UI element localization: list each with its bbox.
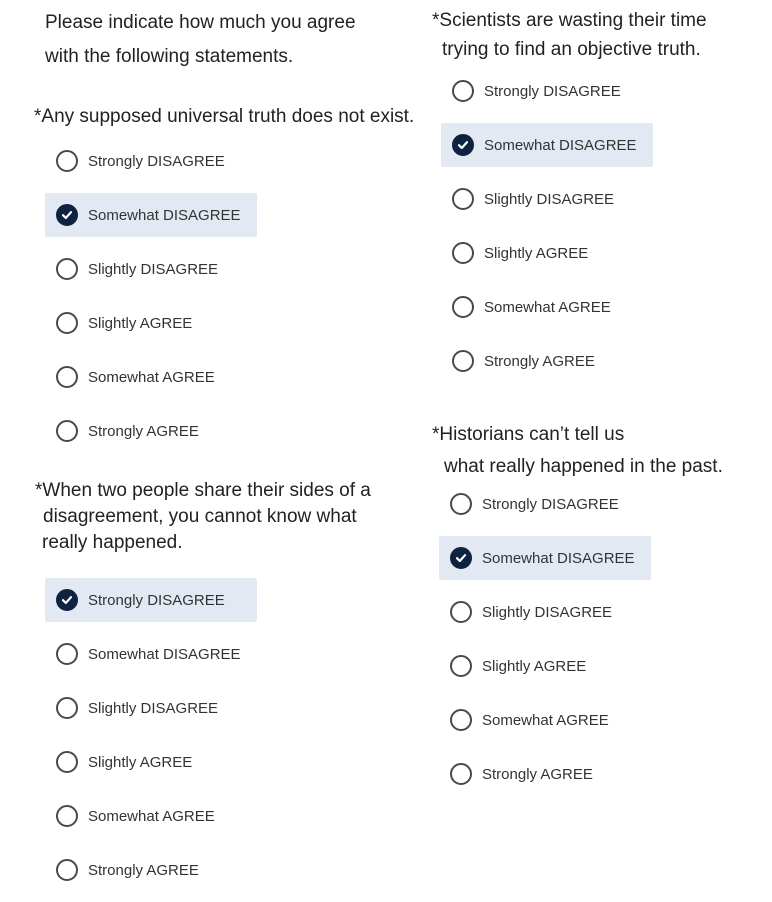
radio-button[interactable]	[450, 493, 472, 515]
question-line: When two people share their sides of a	[42, 480, 371, 501]
question-line: trying to find an objective truth.	[442, 39, 701, 60]
option-label: Somewhat DISAGREE	[88, 206, 241, 224]
question-line: what really happened in the past.	[444, 456, 723, 477]
radio-checked[interactable]	[56, 204, 78, 226]
option-strongly-disagree[interactable]	[439, 482, 651, 526]
required-asterisk: *	[432, 424, 440, 445]
option-strongly-disagree[interactable]	[45, 578, 257, 622]
option-label: Somewhat DISAGREE	[482, 549, 635, 567]
check-icon	[455, 552, 467, 564]
required-asterisk: *	[35, 480, 43, 501]
option-slightly-disagree[interactable]	[45, 686, 257, 730]
question-line: Scientists are wasting their time	[439, 10, 707, 31]
option-label: Slightly AGREE	[88, 314, 193, 332]
option-somewhat-agree[interactable]	[439, 698, 651, 742]
radio-button[interactable]	[452, 188, 474, 210]
radio-button[interactable]	[56, 366, 78, 388]
check-icon	[457, 139, 469, 151]
option-label: Somewhat AGREE	[88, 368, 215, 386]
option-label: Slightly DISAGREE	[484, 190, 615, 208]
option-label: Slightly AGREE	[88, 753, 193, 771]
option-strongly-agree[interactable]	[45, 848, 257, 892]
radio-checked[interactable]	[56, 589, 78, 611]
option-slightly-disagree[interactable]	[45, 247, 257, 291]
radio-button[interactable]	[56, 420, 78, 442]
question-4-text	[432, 419, 723, 483]
question-line: really happened.	[42, 532, 183, 553]
option-label: Strongly DISAGREE	[484, 82, 621, 100]
radio-button[interactable]	[56, 643, 78, 665]
option-strongly-agree[interactable]	[441, 339, 653, 383]
required-asterisk: *	[34, 106, 42, 127]
question-4-options	[439, 482, 651, 806]
instructions-line-1: Please indicate how much you agree	[45, 12, 356, 33]
option-slightly-agree[interactable]	[439, 644, 651, 688]
survey-instructions	[45, 6, 405, 74]
option-label: Strongly AGREE	[88, 422, 199, 440]
radio-button[interactable]	[56, 258, 78, 280]
radio-button[interactable]	[452, 350, 474, 372]
question-3-text	[432, 6, 707, 64]
radio-button[interactable]	[452, 242, 474, 264]
option-label: Somewhat DISAGREE	[88, 645, 241, 663]
option-strongly-agree[interactable]	[439, 752, 651, 796]
option-label: Strongly AGREE	[482, 765, 593, 783]
radio-button[interactable]	[450, 601, 472, 623]
radio-button[interactable]	[450, 709, 472, 731]
question-1-options	[45, 139, 257, 463]
required-asterisk: *	[432, 10, 440, 31]
radio-button[interactable]	[450, 763, 472, 785]
radio-button[interactable]	[56, 751, 78, 773]
question-3-options	[441, 69, 653, 393]
radio-button[interactable]	[450, 655, 472, 677]
option-somewhat-disagree[interactable]	[439, 536, 651, 580]
option-label: Slightly DISAGREE	[88, 699, 219, 717]
question-line: disagreement, you cannot know what	[43, 506, 357, 527]
check-icon	[61, 209, 73, 221]
question-line: Any supposed universal truth does not exist.	[41, 106, 415, 127]
option-slightly-disagree[interactable]	[441, 177, 653, 221]
option-somewhat-agree[interactable]	[45, 355, 257, 399]
option-somewhat-disagree[interactable]	[45, 632, 257, 676]
option-slightly-disagree[interactable]	[439, 590, 651, 634]
option-somewhat-agree[interactable]	[441, 285, 653, 329]
question-2-options	[45, 578, 257, 902]
question-2-text	[35, 478, 371, 556]
radio-button[interactable]	[56, 150, 78, 172]
instructions-line-2: with the following statements.	[45, 46, 294, 67]
option-label: Strongly DISAGREE	[88, 152, 225, 170]
check-icon	[61, 594, 73, 606]
option-label: Strongly DISAGREE	[88, 591, 225, 609]
option-label: Somewhat AGREE	[484, 298, 611, 316]
option-somewhat-disagree[interactable]	[441, 123, 653, 167]
option-label: Somewhat AGREE	[88, 807, 215, 825]
option-label: Slightly DISAGREE	[88, 260, 219, 278]
option-strongly-disagree[interactable]	[45, 139, 257, 183]
option-slightly-agree[interactable]	[45, 740, 257, 784]
option-label: Slightly AGREE	[482, 657, 587, 675]
option-label: Somewhat AGREE	[482, 711, 609, 729]
radio-button[interactable]	[452, 296, 474, 318]
option-somewhat-agree[interactable]	[45, 794, 257, 838]
option-label: Strongly AGREE	[484, 352, 595, 370]
radio-checked[interactable]	[450, 547, 472, 569]
option-slightly-agree[interactable]	[441, 231, 653, 275]
option-strongly-disagree[interactable]	[441, 69, 653, 113]
option-label: Slightly AGREE	[484, 244, 589, 262]
radio-button[interactable]	[452, 80, 474, 102]
option-label: Somewhat DISAGREE	[484, 136, 637, 154]
option-label: Strongly DISAGREE	[482, 495, 619, 513]
radio-button[interactable]	[56, 312, 78, 334]
radio-button[interactable]	[56, 697, 78, 719]
option-strongly-agree[interactable]	[45, 409, 257, 453]
question-line: Historians can’t tell us	[439, 424, 625, 445]
radio-checked[interactable]	[452, 134, 474, 156]
option-label: Strongly AGREE	[88, 861, 199, 879]
option-somewhat-disagree[interactable]	[45, 193, 257, 237]
radio-button[interactable]	[56, 805, 78, 827]
radio-button[interactable]	[56, 859, 78, 881]
question-1-text	[34, 104, 414, 130]
option-slightly-agree[interactable]	[45, 301, 257, 345]
option-label: Slightly DISAGREE	[482, 603, 613, 621]
